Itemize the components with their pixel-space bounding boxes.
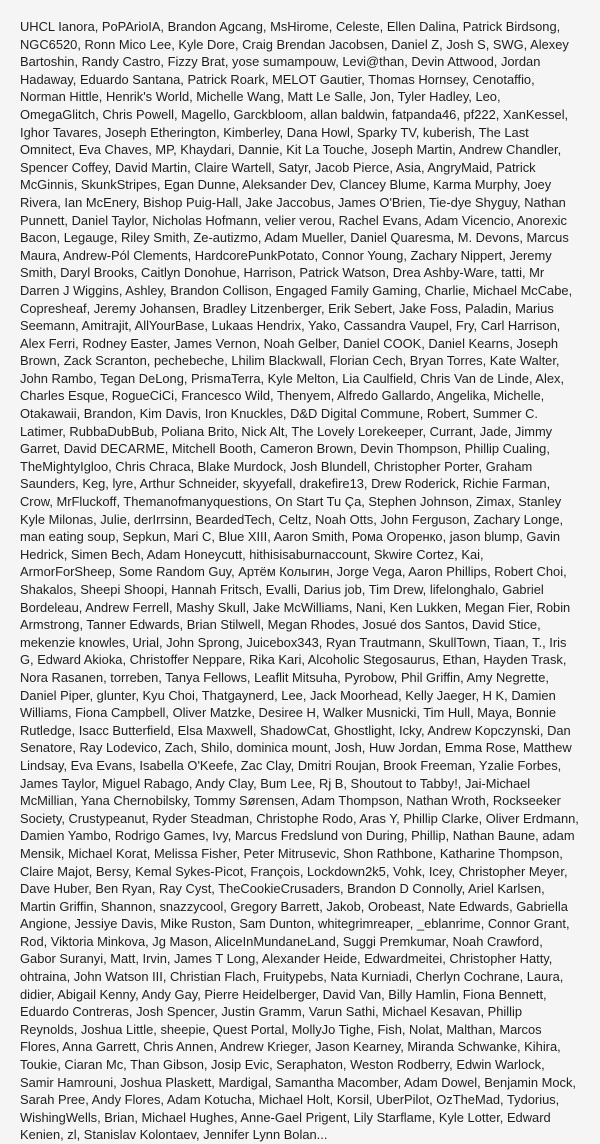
supporter-names-paragraph: UHCL Ianora, PoPArioIA, Brandon Agcang, MsHirome, Celeste, Ellen Dalina, Patrick Birdsong, NGC6520, Ronn Mico Lee, Kyle Dore, Craig Brendan Jacobsen, Daniel Z, Josh S, SWG, Alexey Bartoshin, Randy Castro, Fizzy Brat, yose sumampouw, Levi@than, Devin Attwood, Jordan Hadaway, Eduardo Santana, Patrick Roark, MELOT Gautier, Thomas Hornsey, Cenotaffio, Norman Hittle, Henrik's World, Michelle Wang, Matt Le Salle, Jon, Tyler Hadley, Leo, OmegaGlitch, Chris Powell, Magello, Garckbloom, allan baldwin, fatpanda46, pf222, XanKessel, Ighor Tavares, Joseph Etherington, Kimberley, Dana Howl, Sparky TV, kuberish, The Last Omnitect, Eva Chaves, MP, Khaydari, Dannie, Kit La Touche, Joseph Martin, Andrew Chandler, Spencer Coffey, David Martin, Claire Wartell, Satyr, Jacob Pierce, Asia, AngryMaid, Patrick McGinnis, SkunkStripes, Egan Dunne, Aleksander Dev, Clancey Blume, Karma Murphy, Joey Rivera, Ian McEnery, Bishop Puig-Hall, Jake Jaccobus, James O'Brien, Tie-dye Shyguy, Nathan Punnett, Daniel Taylor, Nicholas Hofmann, velier verou, Rachel Evans, Adam Vicencio, Anorexic Bacon, Legauge, Riley Smith, Ze-autizmo, Adam Mueller, Daniel Quaresma, M. Devons, Marcus Maura, Andrew-Pól Clements, HardcorePunkPotato, Connor Young, Zachary Nippert, Jeremy Smith, Daryl Brooks, Caitlyn Donohue, Harrison, Patrick Watson, Drea Ashby-Ware, tatti, Mr Darren J Wiggins, Ashley, Brandon Collison, Engaged Family Gaming, Charlie, Michael McCabe, Copresheaf, Jeremy Johansen, Bradley Litzenberger, Erik Sebert, Jake Foss, Paladin, Marius Seemann, Amitrajit, AllYourBase, Lukaas Hendrix, Yako, Cassandra Vaupel, Fry, Carl Harrison, Alex Ferri, Rodney Easter, James Vernon, Noah Gelber, Daniel COOK, Daniel Kearns, Joseph Brown, Zack Scranton, pechebeche, Lhilim Blackwall, Florian Cech, Bryan Torres, Kate Walter, John Rambo, Tegan DeLong, PrismaTerra, Kyle Melton, Lia Caulfield, Chris Van de Linde, Alex, Charles Esque, RogueCiCi, Francesco Wild, Thenyem, Alfredo Gallardo, Angelika, Michelle, Otakawaii, Brandon, Kim Davis, Iron Knuckles, D&D Digital Commune, Robert, Summer C. Latimer, RubbaDubBub, Poliana Brito, Nick Alt, The Lovely Lorekeeper, Currant, Jade, Jimmy Garret, David DECARME, Mitchell Booth, Cameron Brown, Devin Thompson, Phillip Cualing, TheMightyIgloo, Chris Chraca, Blake Murdock, Josh Blundell, Christopher Porter, Graham Saunders, Keg, lyre, Arthur Schneider, skyyefall, drakefire13, Drew Roderick, Richie Farman, Crow, MrFluckoff, Themanofmanyquestions, On Start Tu Ça, Stephen Johnson, Zimax, Stanley Kyle Milonas, Julie, derIrrsinn, BeardedTech, Celtz, Noah Otts, John Ferguson, Zachary Longe, man eating soup, Sepkun, Mari C, Blue XIII, Aaron Smith, Рома Огоренко, jason blump, Gavin Hedrick, Simen Bech, Adam Honeycutt, hithisisaburnaccount, Skwire Cortez, Kai, ArmorForSheep, Some Random Guy, Артём Колыгин, Jorge Vega, Aaron Phillips, Robert Choi, Shakalos, Sheepi Shoopi, Hannah Fritsch, Evalli, Darius job, Tim Drew, lifelonghalo, Gabriel Bordeleau, Andrew Ferrell, Mashy Skull, Jake McWilliams, Nani, Ken Lukken, Megan Fier, Robin Armstrong, Tanner Edwards, Brian Stilwell, Megan Rhodes, Josué dos Santos, David Stice, mekenzie knowles, Urial, John Sprong, Juicebox343, Ryan Trautmann, SkullTown, Tiaan, T., Iris G, Edward Akioka, Christoffer Neppare, Rika Kari, Alcoholic Stegosaurus, Ethan, Hayden Trask, Nora Rasanen, torreben, Tanya Fellows, Leaflit Mitsuha, Pyrobow, Phil Griffin, Amy Negrette, Daniel Piper, glunter, Kyu Choi, Thatgaynerd, Lee, Jack Moorhead, Kelly Jaeger, H K, Damien Williams, Fiona Campbell, Oliver Matzke, Desiree H, Walker Musnicki, Tim Hull, Maya, Bonnie Rutledge, Isacc Butterfield, Elsa Maxwell, ShadowCat, Ghostlight, Icky, Andrew Kopczynski, Dan Senatore, Ray Lodevico, Zach, Shilo, dominica mount, Josh, Huw Jordan, Emma Rose, Matthew Lindsay, Eva Evans, Isabella O'Keefe, Zac Clay, Dmitri Roujan, Brook Freeman, Yzalie Forbes, James Taylor, Miguel Rabago, Andy Clay, Bum Lee, Rj B, Shoutout to Tabby!, Jai-Michael McMillian, Yana Chernobilsky, Tommy Sørensen, Adam Thompson, Nathan Wroth, Rockseeker Society, Crustypeanut, Ryder Steadman, Christophe Rodo, Aras Y, Phillip Clarke, Oliver Erdmann, Damien Yambo, Rodrigo Games, Ivy, Marcus Fredslund von During, Phillip, Nathan Baune, adam Mensik, Michael Korat, Melissa Fisher, Peter Mitrusevic, Shon Rathbone, Katharine Thompson, Claire Majot, Bersy, Kemal Sykes-Picot, François, Lockdown2k5, Vohk, Icey, Christopher Meyer, Dave Huber, Ben Ryan, Ray Cyst, TheCookieCrusaders, Brandon D Connolly, Ariel Karlsen, Martin Griffin, Shannon, snazzycool, Gregory Barrett, Jakob, Orobeast, Nate Edwards, Gabriella Angione, Jessiye Davis, Mike Ruston, Sam Dunton, whitegrimreaper, _eblanrime, Connor Grant, Rod, Viktoria Minkova, Jg Mason, AliceInMundaneLand, Suggi Premkumar, Noah Crawford, Gabor Suranyi, Matt, Irvin, James T Long, Alexander Heide, Edwardmeitei, Christopher Hatty, ohtraina, John Watson III, Christian Flach, Fruitypebs, Nata Kurniadi, Cherlyn Cochrane, Laura, didier, Abigail Kenny, Andy Gay, Pierre Heidelberger, David Van, Billy Hamlin, Fiona Bennett, Eduardo Contreras, Josh Spencer, Justin Gramm, Varun Sathi, Michael Kesavan, Phillip Reynolds, Joshua Little, sheepie, Quest Portal, MollyJo Tighe, Fish, Nolat, Malthan, Marcos Flores, Anna Garrett, Chris Annen, Andrew Krieger, Jason Kearney, Miranda Schwanke, Kihira, Toukie, Ciaran Mc, Than Gibson, Josip Evic, Seraphaton, Weston Rodberry, Edwin Warlock, Samir Hamrouni, Joshua Plaskett, Mardigal, Samantha Macomber, Adam Dowel, Benjamin Mock, Sarah Pree, Andy Flores, Adam Kotucha, Michael Holt, Korsil, UberPilot, OzTheMad, Tydorius, WishingWells, Brian, Michael Hughes, Anne-Gael Prigent, Lily Starflame, Kyle Lotter, Edward Kenien, zl, Stanislav Kolontaev, Jennifer Lynn Bolan... — [20, 19, 579, 1143]
